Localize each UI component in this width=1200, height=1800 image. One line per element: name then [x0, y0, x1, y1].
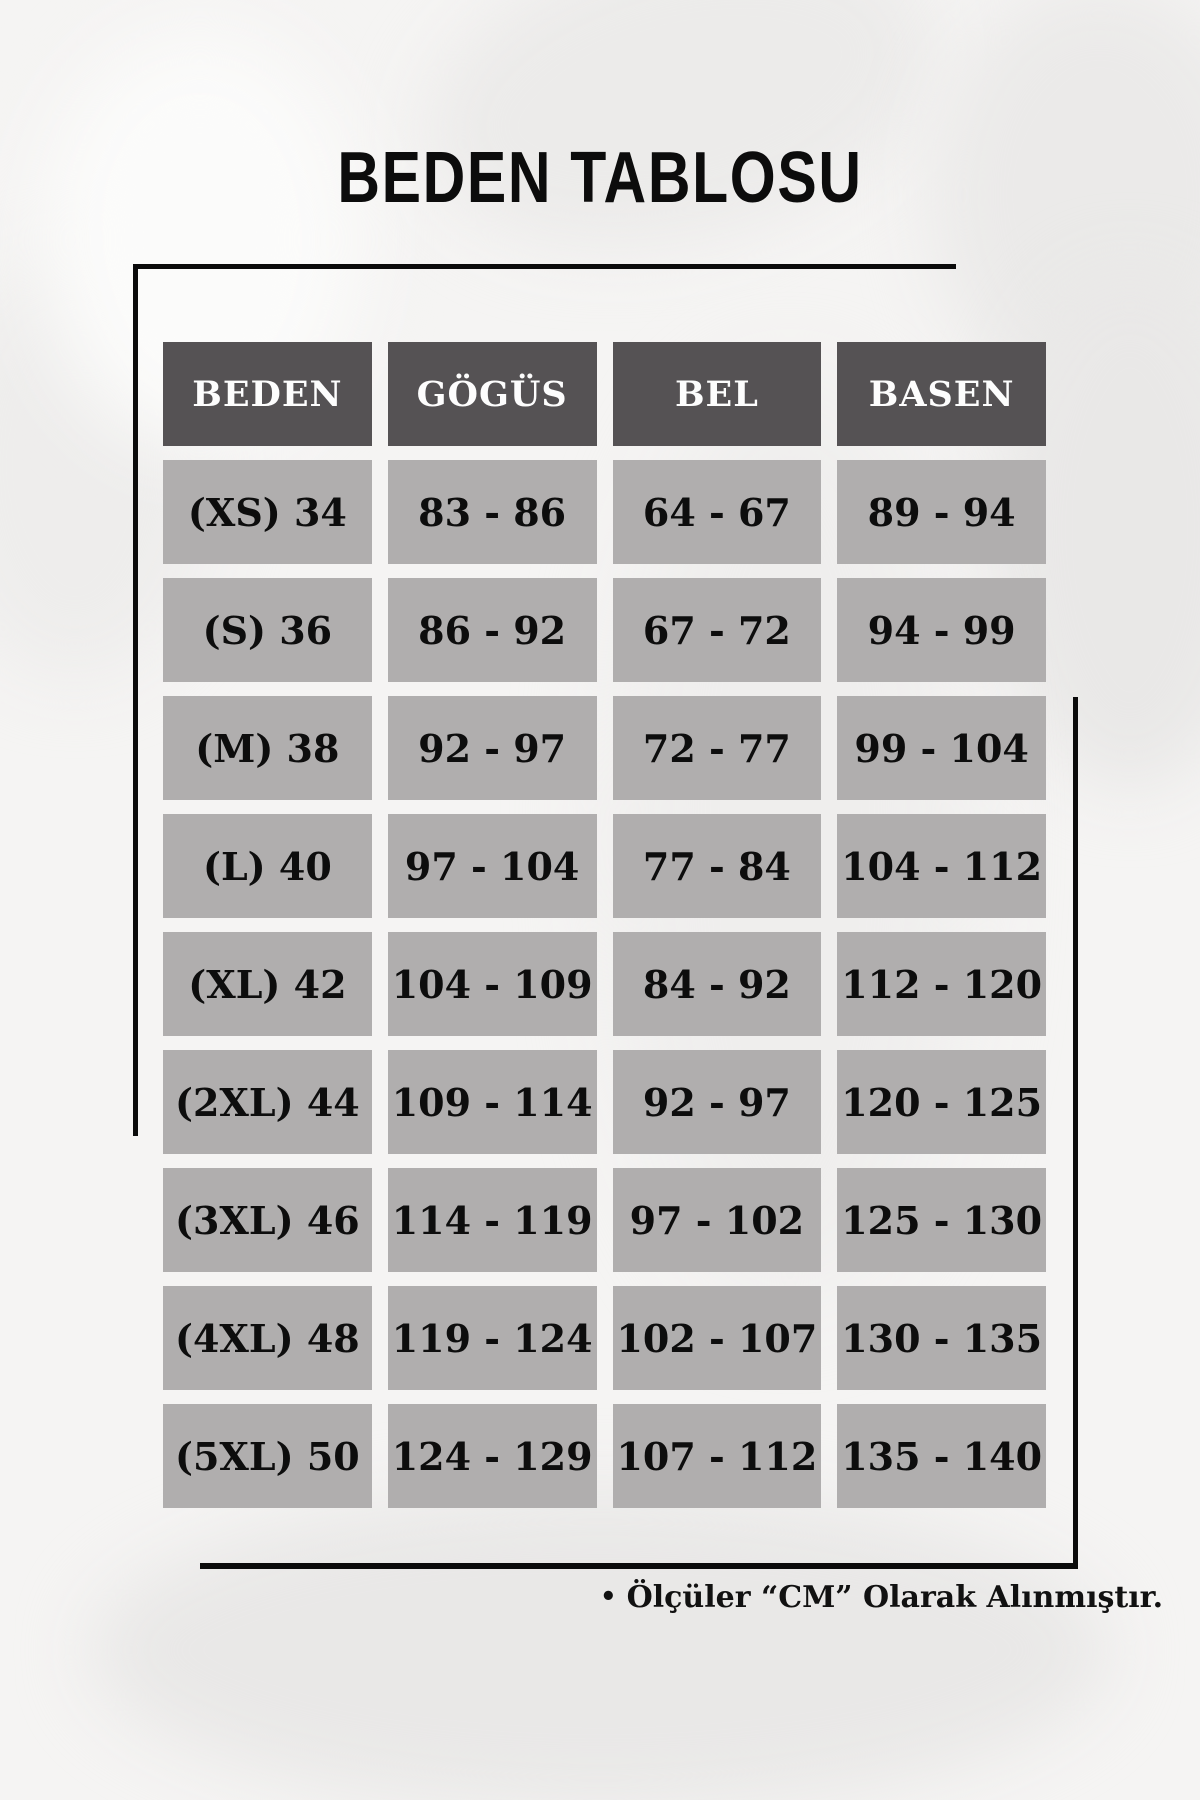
measurement-cell: 99 - 104 [837, 696, 1046, 800]
column-header: BEL [613, 342, 822, 446]
size-label-cell: (XL) 42 [163, 932, 372, 1036]
measurement-cell: 72 - 77 [613, 696, 822, 800]
size-label-cell: (S) 36 [163, 578, 372, 682]
measurement-cell: 119 - 124 [388, 1286, 597, 1390]
accent-line-top [135, 264, 956, 269]
size-label-cell: (XS) 34 [163, 460, 372, 564]
accent-line-bottom [200, 1563, 1078, 1569]
size-label-cell: (L) 40 [163, 814, 372, 918]
measurement-cell: 89 - 94 [837, 460, 1046, 564]
background-blob [90, 1490, 1110, 1800]
measurement-cell: 67 - 72 [613, 578, 822, 682]
measurement-cell: 107 - 112 [613, 1404, 822, 1508]
size-label-cell: (4XL) 48 [163, 1286, 372, 1390]
measurement-cell: 64 - 67 [613, 460, 822, 564]
size-label-cell: (3XL) 46 [163, 1168, 372, 1272]
measurement-cell: 104 - 109 [388, 932, 597, 1036]
measurement-cell: 135 - 140 [837, 1404, 1046, 1508]
bullet-icon: • [600, 1582, 617, 1612]
measurement-cell: 84 - 92 [613, 932, 822, 1036]
measurement-cell: 92 - 97 [613, 1050, 822, 1154]
accent-line-right [1073, 697, 1078, 1569]
size-label-cell: (2XL) 44 [163, 1050, 372, 1154]
measurement-cell: 114 - 119 [388, 1168, 597, 1272]
measurement-cell: 86 - 92 [388, 578, 597, 682]
measurement-cell: 83 - 86 [388, 460, 597, 564]
unit-footnote-text: Ölçüler “CM” Olarak Alınmıştır. [626, 1580, 1164, 1615]
measurement-cell: 124 - 129 [388, 1404, 597, 1508]
measurement-cell: 112 - 120 [837, 932, 1046, 1036]
column-header: BEDEN [163, 342, 372, 446]
measurement-cell: 77 - 84 [613, 814, 822, 918]
size-table [163, 342, 1046, 1508]
measurement-cell: 130 - 135 [837, 1286, 1046, 1390]
page-title: BEDEN TABLOSU [337, 138, 863, 218]
size-label-cell: (M) 38 [163, 696, 372, 800]
measurement-cell: 104 - 112 [837, 814, 1046, 918]
measurement-cell: 109 - 114 [388, 1050, 597, 1154]
accent-line-left [133, 264, 138, 1136]
column-header: GÖGÜS [388, 342, 597, 446]
measurement-cell: 102 - 107 [613, 1286, 822, 1390]
measurement-cell: 97 - 102 [613, 1168, 822, 1272]
size-label-cell: (5XL) 50 [163, 1404, 372, 1508]
measurement-cell: 94 - 99 [837, 578, 1046, 682]
unit-footnote [600, 1580, 1164, 1615]
measurement-cell: 97 - 104 [388, 814, 597, 918]
measurement-cell: 92 - 97 [388, 696, 597, 800]
column-header: BASEN [837, 342, 1046, 446]
measurement-cell: 120 - 125 [837, 1050, 1046, 1154]
measurement-cell: 125 - 130 [837, 1168, 1046, 1272]
